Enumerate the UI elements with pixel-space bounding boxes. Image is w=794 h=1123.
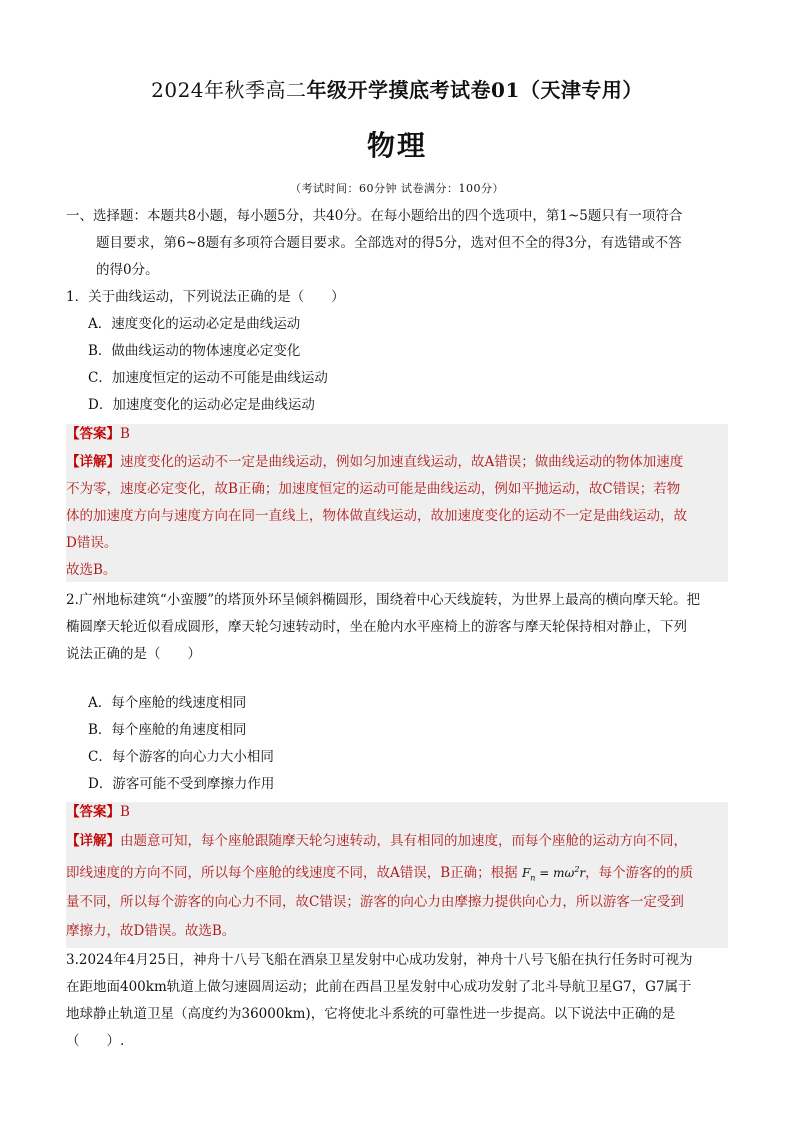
formula-r: r <box>579 866 586 880</box>
q2-detail-line3: 量不同，所以每个游客的向心力不同，故C错误；游客的向心力由摩擦力提供向心力，所以游客一定受到 <box>66 894 684 910</box>
q1-answer-tag: 【答案】 <box>66 426 120 442</box>
q2-detail-line2 <box>66 860 693 888</box>
q1-stem: 1．关于曲线运动，下列说法正确的是（ ） <box>66 289 345 305</box>
q1-solution-block <box>66 424 728 582</box>
q2-detail-text2a: 即线速度的方向不同，所以每个座舱的线速度不同，故A错误，B正确；根据 <box>66 865 518 881</box>
q2-detail-line4: 摩擦力，故D错误。故选B。 <box>66 923 236 939</box>
section-instructions-line3: 的得0分。 <box>96 262 159 278</box>
title-year-term: 2024年秋季高二 <box>151 78 307 102</box>
formula-sub-n: n <box>530 873 536 883</box>
q1-answer <box>66 424 130 444</box>
subject-title: 物理 <box>366 129 427 162</box>
q2-answer-tag: 【答案】 <box>66 804 120 820</box>
q2-detail-text2b: ，每个游客的的质 <box>585 865 694 881</box>
q2-stem-line1: 2.广州地标建筑“小蛮腰”的塔顶外环呈倾斜椭圆形，围绕着中心天线旋转，为世界上最高的横向摩天轮。把 <box>66 592 701 608</box>
centripetal-force-formula <box>521 865 586 883</box>
q2-option-d: D．游客可能不受到摩擦力作用 <box>88 776 275 792</box>
q2-stem-line3: 说法正确的是（ ） <box>66 646 201 662</box>
q1-detail-tag: 【详解】 <box>66 454 120 470</box>
section-instructions-line1: 一、选择题：本题共8小题，每小题5分，共40分。在每小题给出的四个选项中，第1~5题只有一项符合 <box>66 208 683 224</box>
q3-stem-line1: 3.2024年4月25日，神舟十八号飞船在酒泉卫星发射中心成功发射，神舟十八号飞船在执行任务时可视为 <box>66 952 693 968</box>
q1-detail-line2: 不为零，速度必定变化，故B正确；加速度恒定的运动可能是曲线运动，例如平抛运动，故C错误；若物 <box>66 481 681 497</box>
q1-option-b: B．做曲线运动的物体速度必定变化 <box>88 343 301 359</box>
q2-detail-tag: 【详解】 <box>66 833 120 849</box>
formula-f: F <box>521 866 531 880</box>
q1-detail-line1 <box>66 452 683 472</box>
q1-detail-line3: 体的加速度方向与速度方向在同一直线上，物体做直线运动，故加速度变化的运动不一定是曲线运动，故 <box>66 508 687 524</box>
q2-answer-value: B <box>120 804 130 820</box>
section-instructions-line2: 题目要求，第6~8题有多项符合题目要求。全部选对的得5分，选对但不全的得3分，有选错或不答 <box>96 235 682 251</box>
formula-m-omega: = mω <box>535 866 575 880</box>
q2-detail-line1 <box>66 831 687 851</box>
q1-answer-value: B <box>120 426 130 442</box>
q1-detail-line4: D错误。 <box>66 535 118 551</box>
q2-detail-text1: 由题意可知，每个座舱跟随摩天轮匀速转动，具有相同的加速度，而每个座舱的运动方向不同， <box>120 833 687 849</box>
exam-title <box>0 74 794 103</box>
q1-option-a: A．速度变化的运动必定是曲线运动 <box>88 316 301 332</box>
q1-option-d: D．加速度变化的运动必定是曲线运动 <box>88 397 315 413</box>
formula-sup-2: 2 <box>574 865 580 874</box>
q2-option-c: C．每个游客的向心力大小相同 <box>88 749 274 765</box>
q2-stem-line2: 椭圆摩天轮近似看成圆形，摩天轮匀速转动时，坐在舱内水平座椅上的游客与摩天轮保持相对静止，下列 <box>66 619 687 635</box>
q2-option-a: A．每个座舱的线速度相同 <box>88 695 247 711</box>
q3-stem-line2: 在距地面400km轨道上做匀速圆周运动；此前在西昌卫星发射中心成功发射了北斗导航卫星G7，G7属于 <box>66 979 692 995</box>
title-exam-name: 年级开学摸底考试卷01（天津专用） <box>306 78 643 102</box>
q2-option-b: B．每个座舱的角速度相同 <box>88 722 247 738</box>
q1-detail-text1: 速度变化的运动不一定是曲线运动，例如匀加速直线运动，故A错误；做曲线运动的物体加速度 <box>120 454 684 470</box>
q1-option-c: C．加速度恒定的运动不可能是曲线运动 <box>88 370 328 386</box>
q1-conclusion: 故选B。 <box>66 562 117 578</box>
exam-info: （考试时间：60分钟 试卷满分：100分） <box>290 182 504 195</box>
q2-answer <box>66 802 130 822</box>
q3-stem-line3: 地球静止轨道卫星（高度约为36000km)，它将使北斗系统的可靠性进一步提高。以下说法中正确的是 <box>66 1006 676 1022</box>
q3-stem-line4: （ ）. <box>66 1033 125 1049</box>
